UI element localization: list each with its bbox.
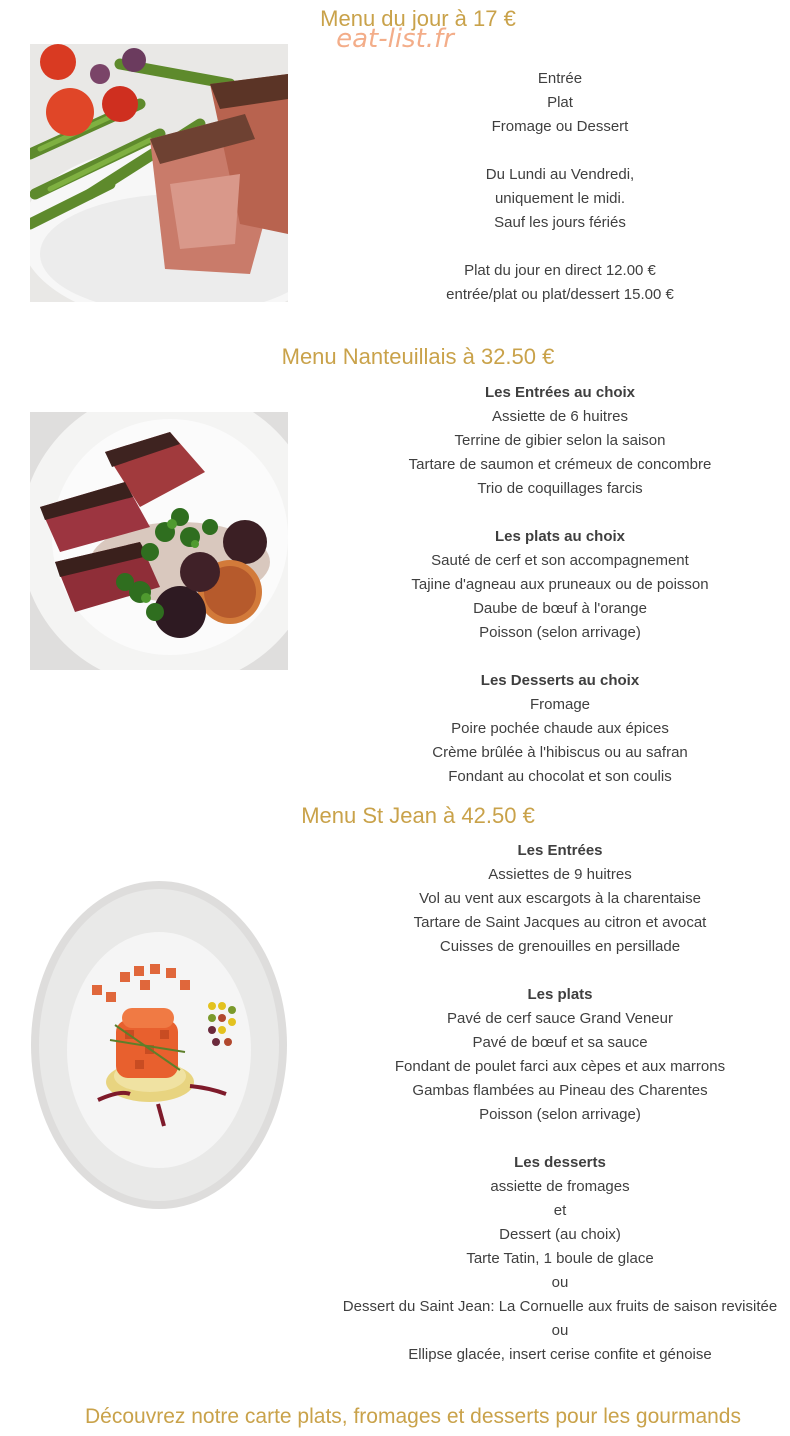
menu-nanteuillais-details — [360, 381, 760, 789]
photo-tuna-asparagus — [30, 44, 288, 302]
menu-item: Dessert du Saint Jean: La Cornuelle aux fruits de saison revisitée — [342, 1298, 778, 1315]
menu-item: Tarte Tatin, 1 boule de glace — [466, 1250, 654, 1267]
menu-item: Entrée — [537, 70, 583, 87]
menu-item: Crème brûlée à l'hibiscus ou au safran — [432, 744, 688, 761]
menu-item — [330, 959, 790, 983]
menu-item — [330, 1127, 790, 1151]
menu-item: ou — [551, 1322, 569, 1339]
menu-item: Poisson (selon arrivage) — [479, 1106, 641, 1123]
menu-item: Fondant de poulet farci aux cèpes et aux marrons — [394, 1058, 726, 1075]
menu-item — [360, 645, 760, 669]
photo-tartare-plate — [30, 880, 288, 1210]
section-heading: Les Desserts au choix — [480, 672, 640, 689]
menu-nanteuillais-title: Menu Nanteuillais à 32.50 € — [281, 344, 555, 369]
menu-item: Sauté de cerf et son accompagnement — [431, 552, 689, 569]
menu-item: Fromage — [529, 696, 591, 713]
menu-item: Assiettes de 9 huitres — [488, 866, 632, 883]
menu-item — [420, 139, 700, 163]
watermark: eat-list.fr — [336, 24, 454, 54]
menu-item: ou — [551, 1274, 569, 1291]
menu-item: Daube de bœuf à l'orange — [473, 600, 647, 617]
menu-item: Tartare de saumon et crémeux de concombre — [408, 456, 712, 473]
menu-st-jean-details — [330, 839, 790, 1367]
menu-item: Assiette de 6 huitres — [492, 408, 628, 425]
menu-item: Fromage ou Dessert — [491, 118, 629, 135]
menu-item: Plat — [547, 94, 573, 111]
menu-item: Poire pochée chaude aux épices — [451, 720, 669, 737]
menu-item: assiette de fromages — [490, 1178, 630, 1195]
menu-item: Trio de coquillages farcis — [477, 480, 643, 497]
section-heading: Les Entrées — [517, 842, 603, 859]
menu-item: Tartare de Saint Jacques au citron et avocat — [413, 914, 707, 931]
menu-item: Ellipse glacée, insert cerise confite et génoise — [408, 1346, 712, 1363]
section-heading: Les desserts — [514, 1154, 606, 1171]
menu-st-jean-title: Menu St Jean à 42.50 € — [301, 803, 535, 828]
menu-du-jour-title: Menu du jour à 17 € — [320, 6, 516, 31]
menu-item — [420, 235, 700, 259]
menu-item: Fondant au chocolat et son coulis — [448, 768, 672, 785]
menu-item: Plat du jour en direct 12.00 € — [464, 262, 656, 279]
menu-item — [360, 501, 760, 525]
section-heading: Les plats — [527, 986, 593, 1003]
menu-item: Cuisses de grenouilles en persillade — [439, 938, 681, 955]
menu-item: Pavé de bœuf et sa sauce — [472, 1034, 648, 1051]
section-heading: Les Entrées au choix — [484, 384, 636, 401]
section-heading: Les plats au choix — [494, 528, 626, 545]
menu-item: Pavé de cerf sauce Grand Veneur — [447, 1010, 673, 1027]
menu-item: Dessert (au choix) — [499, 1226, 621, 1243]
menu-item: Du Lundi au Vendredi, — [485, 166, 635, 183]
menu-item: Sauf les jours fériés — [494, 214, 626, 231]
menu-item: Gambas flambées au Pineau des Charentes — [412, 1082, 708, 1099]
footer-cta[interactable]: Découvrez notre carte plats, fromages et desserts pour les gourmands — [85, 1405, 741, 1428]
menu-item: uniquement le midi. — [494, 190, 626, 207]
menu-item: Vol au vent aux escargots à la charentaise — [419, 890, 701, 907]
menu-item: Poisson (selon arrivage) — [479, 624, 641, 641]
menu-item: Terrine de gibier selon la saison — [454, 432, 666, 449]
photo-duck-plate — [30, 412, 288, 670]
menu-du-jour-details — [420, 67, 700, 307]
menu-item: Tajine d'agneau aux pruneaux ou de poisson — [411, 576, 709, 593]
menu-item: et — [553, 1202, 567, 1219]
menu-item: entrée/plat ou plat/dessert 15.00 € — [446, 286, 674, 303]
